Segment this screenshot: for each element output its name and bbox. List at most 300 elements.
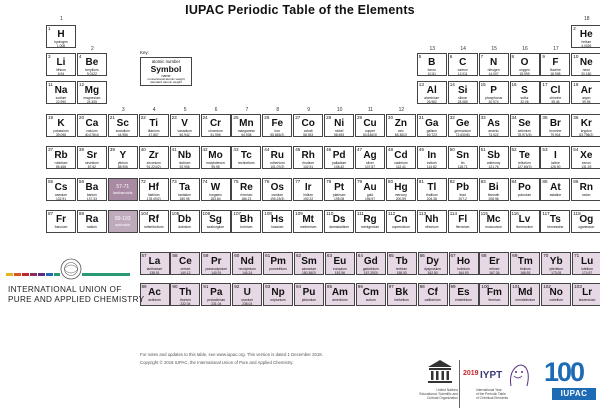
element-atomic-weight: 121.76	[488, 165, 499, 169]
element-rn	[571, 178, 600, 201]
iypt-label: IYPT	[480, 370, 503, 381]
element-atomic-number: 32	[449, 115, 455, 120]
iupac-badge: IUPAC	[552, 388, 596, 400]
element-p	[479, 81, 509, 104]
element-name: berkelium	[394, 298, 409, 302]
element-atomic-number: 96	[357, 284, 363, 289]
element-symbol: P	[490, 85, 497, 96]
element-atomic-weight: 69.723	[426, 133, 437, 137]
element-sr	[77, 146, 107, 169]
element-na	[46, 81, 76, 104]
element-name: rubidium	[54, 161, 68, 165]
element-symbol: Cl	[550, 85, 561, 96]
element-symbol: Ru	[270, 150, 284, 161]
notes-line-2: Copyright © 2018 IUPAC, the International Union of Pure and Applied Chemistry.	[140, 360, 294, 365]
element-atomic-number: 106	[202, 211, 211, 216]
element-name: francium	[54, 225, 68, 229]
element-atomic-weight: 6.94	[57, 72, 65, 76]
element-name: radium	[86, 225, 97, 229]
element-sn	[448, 146, 478, 169]
element-name: protactinium	[207, 298, 226, 302]
element-atomic-weight: 12.011	[457, 72, 468, 76]
element-atomic-number: 70	[543, 253, 549, 258]
element-symbol: Pm	[270, 256, 286, 267]
element-atomic-weight: 87.62	[87, 165, 97, 169]
element-pm	[263, 252, 293, 275]
element-atomic-weight: 118.71	[457, 165, 468, 169]
element-atomic-number: 41	[171, 147, 177, 152]
element-atomic-number: 21	[109, 115, 115, 120]
element-atomic-number: 83	[480, 179, 486, 184]
element-atomic-number: 16	[511, 82, 517, 87]
element-atomic-number: 39	[109, 147, 115, 152]
element-atomic-number: 18	[573, 82, 579, 87]
element-name: zirconium	[146, 161, 161, 165]
element-xe	[571, 146, 600, 169]
group-number: 15	[491, 46, 497, 52]
element-atomic-number: 98	[419, 284, 425, 289]
element-atomic-number: 75	[233, 179, 239, 184]
element-atomic-weight: 106.42	[334, 165, 345, 169]
logo-divider	[459, 360, 460, 408]
element-symbol: K	[57, 118, 65, 129]
element-name: polonium	[517, 193, 532, 197]
element-cs	[46, 178, 76, 201]
element-ca	[77, 114, 107, 137]
element-fe	[262, 114, 292, 137]
element-atomic-weight: 178.49(2)	[146, 197, 161, 201]
element-name: indium	[426, 161, 437, 165]
element-atomic-weight: 157.25(3)	[363, 271, 378, 275]
element-atomic-number: 63	[326, 253, 333, 258]
placeholder-range: 89-103	[115, 216, 131, 222]
element-name: dubnium	[178, 225, 191, 229]
element-symbol: Sr	[86, 150, 98, 161]
element-atomic-number: 43	[233, 147, 239, 152]
element-name: bohrium	[240, 225, 253, 229]
element-mt	[293, 210, 323, 233]
element-atomic-number: 115	[480, 211, 488, 216]
element-atomic-number: 74	[202, 179, 208, 184]
element-symbol: He	[579, 29, 593, 40]
iupac-emblem-icon	[61, 259, 81, 279]
element-name: phosphorus	[484, 96, 503, 100]
element-md	[510, 283, 540, 306]
element-symbol: Ta	[179, 182, 191, 193]
element-symbol: Mc	[486, 214, 501, 225]
element-atomic-weight: 208.98	[488, 197, 499, 201]
element-atomic-number: 48	[387, 147, 394, 152]
element-name: americium	[332, 298, 348, 302]
element-atomic-number: 22	[140, 115, 146, 120]
element-name: nihonium	[425, 225, 439, 229]
element-atomic-number: 86	[573, 179, 579, 184]
element-gd	[356, 252, 386, 275]
element-am	[325, 283, 355, 306]
element-in	[417, 146, 447, 169]
element-atomic-weight: 173.05	[551, 271, 562, 275]
element-atomic-weight: 51.996	[210, 133, 221, 137]
element-atomic-weight: 55.845(2)	[270, 133, 285, 137]
element-atomic-weight: 167.26	[489, 271, 500, 275]
element-atomic-weight: 101.07(2)	[270, 165, 285, 169]
element-symbol: Fm	[486, 287, 502, 298]
iypt-portrait-icon	[505, 360, 531, 388]
element-fr	[46, 210, 76, 233]
element-symbol: Hg	[394, 182, 408, 193]
element-symbol: At	[550, 182, 561, 193]
element-atomic-number: 102	[543, 284, 551, 289]
element-symbol: Pb	[456, 182, 470, 193]
element-symbol: Pa	[210, 287, 223, 298]
element-atomic-number: 57	[141, 253, 147, 258]
element-pt	[324, 178, 354, 201]
group-number: 17	[553, 46, 559, 52]
element-symbol: B	[428, 57, 436, 68]
element-ho	[449, 252, 479, 275]
element-symbol: Tc	[240, 150, 252, 161]
element-tb	[387, 252, 417, 275]
element-symbol: Md	[518, 287, 533, 298]
element-name: samarium	[301, 267, 317, 271]
group-number: 6	[214, 107, 218, 113]
element-symbol: Ir	[304, 182, 312, 193]
element-name: astatine	[549, 193, 562, 197]
element-atomic-weight: 195.08	[334, 197, 345, 201]
element-atomic-number: 80	[387, 179, 394, 184]
element-i	[540, 146, 570, 169]
element-name: potassium	[53, 129, 69, 133]
element-symbol: No	[549, 287, 563, 298]
element-atomic-weight: 83.798(2)	[579, 133, 594, 137]
element-lu	[572, 252, 600, 275]
element-eu	[325, 252, 355, 275]
element-name: zinc	[397, 129, 404, 133]
element-name: niobium	[178, 161, 191, 165]
element-atomic-weight: 58.693	[334, 133, 345, 137]
element-fm	[479, 283, 509, 306]
element-name: actinium	[148, 298, 161, 302]
element-symbol: Yb	[549, 256, 563, 267]
element-symbol: Os	[270, 182, 284, 193]
element-symbol: Bi	[488, 182, 499, 193]
element-atomic-weight: 26.982	[426, 100, 437, 104]
element-atomic-weight: 39.098	[55, 133, 67, 137]
element-name: promethium	[269, 267, 287, 271]
element-atomic-weight: 138.91	[149, 271, 160, 275]
element-atomic-number: 89	[141, 284, 147, 289]
element-te	[510, 146, 540, 169]
element-atomic-number: 37	[48, 147, 54, 152]
element-symbol: Cm	[362, 287, 379, 298]
element-name: barium	[86, 193, 97, 197]
element-symbol: Nb	[177, 150, 192, 161]
element-atomic-weight: 18.998	[550, 72, 561, 76]
element-atomic-number: 94	[296, 284, 302, 289]
element-symbol: O	[520, 57, 529, 68]
element-atomic-number: 53	[542, 147, 548, 152]
element-y	[108, 146, 138, 169]
element-hg	[386, 178, 416, 201]
element-ce	[170, 252, 200, 275]
element-atomic-number: 84	[511, 179, 517, 184]
element-po	[510, 178, 540, 201]
element-symbol: In	[427, 150, 437, 161]
element-atomic-number: 103	[574, 284, 582, 289]
element-name: aluminium	[424, 96, 440, 100]
element-symbol: Co	[301, 118, 315, 129]
element-name: flerovium	[456, 225, 470, 229]
group-number: 14	[460, 46, 466, 52]
element-name: mercury	[394, 193, 407, 197]
element-ni	[324, 114, 354, 137]
element-atomic-number: 14	[449, 82, 455, 87]
element-name: cadmium	[394, 161, 408, 165]
element-atomic-weight: 58.933	[303, 133, 314, 137]
element-atomic-number: 64	[357, 253, 363, 258]
element-name: nickel	[334, 129, 344, 133]
element-atomic-number: 91	[203, 284, 209, 289]
element-atomic-number: 47	[357, 147, 363, 152]
element-atomic-number: 99	[450, 284, 456, 289]
element-symbol: Cr	[209, 118, 222, 129]
element-name: copernicium	[392, 225, 410, 229]
element-cm	[356, 283, 386, 306]
element-symbol: W	[210, 182, 221, 193]
element-atomic-number: 97	[388, 284, 394, 289]
element-symbol: Br	[549, 118, 561, 129]
element-symbol: Ba	[85, 182, 99, 193]
element-atomic-number: 15	[480, 82, 486, 87]
element-zr	[139, 146, 169, 169]
element-symbol: Lu	[580, 256, 594, 267]
element-atomic-number: 101	[512, 284, 520, 289]
element-bk	[387, 283, 417, 306]
group-number: 16	[522, 46, 528, 52]
element-symbol: Ra	[85, 214, 99, 225]
page-title: IUPAC Periodic Table of the Elements	[185, 3, 415, 17]
element-f	[540, 53, 570, 76]
element-atomic-number: 46	[326, 147, 332, 152]
element-atomic-number: 44	[264, 147, 270, 152]
element-atomic-number: 93	[265, 284, 271, 289]
element-atomic-weight: 174.97	[582, 271, 593, 275]
element-name: californium	[424, 298, 441, 302]
element-symbol: Ge	[456, 118, 470, 129]
element-atomic-weight: 50.942	[179, 133, 190, 137]
element-as	[479, 114, 509, 137]
element-symbol: Fr	[56, 214, 66, 225]
element-er	[479, 252, 509, 275]
element-k	[46, 114, 76, 137]
element-atomic-weight: 127.60(3)	[517, 165, 532, 169]
element-atomic-number: 1	[48, 26, 51, 31]
element-lv	[510, 210, 540, 233]
element-atomic-weight: 28.085	[457, 100, 468, 104]
element-name: krypton	[580, 129, 592, 133]
element-name: neodymium	[238, 267, 256, 271]
element-og	[571, 210, 600, 233]
element-co	[293, 114, 323, 137]
element-name: silicon	[458, 96, 468, 100]
element-symbol: V	[181, 118, 188, 129]
element-name: hassium	[271, 225, 284, 229]
element-symbol: Tb	[395, 256, 408, 267]
element-atomic-number: 107	[233, 211, 242, 216]
element-rf	[139, 210, 169, 233]
element-symbol: Cu	[363, 118, 377, 129]
element-pb	[448, 178, 478, 201]
element-name: cobalt	[303, 129, 313, 133]
element-name: cerium	[180, 267, 191, 271]
element-la	[140, 252, 170, 275]
element-atomic-number: 52	[511, 147, 517, 152]
element-symbol: Cn	[394, 214, 408, 225]
element-atomic-number: 109	[295, 211, 303, 216]
element-atomic-number: 10	[573, 54, 579, 59]
element-sm	[294, 252, 324, 275]
element-symbol: Gd	[363, 256, 378, 267]
element-rh	[293, 146, 323, 169]
element-atomic-number: 7	[480, 54, 484, 59]
element-name: boron	[427, 68, 437, 72]
unesco-text: United Nations Educational, Scientific and Cultural Organization	[419, 388, 458, 400]
element-ga	[417, 114, 447, 137]
element-name: arsenic	[488, 129, 499, 133]
element-pr	[201, 252, 231, 275]
element-atomic-weight: 44.956	[117, 133, 128, 137]
element-atomic-number: 45	[295, 147, 301, 152]
element-atomic-weight: 74.922	[488, 133, 499, 137]
actinoids-placeholder	[108, 210, 138, 233]
element-atomic-number: 5	[418, 54, 422, 59]
element-ru	[262, 146, 292, 169]
element-atomic-number: 76	[264, 179, 270, 184]
element-nd	[232, 252, 262, 275]
unesco-temple-icon	[426, 358, 454, 386]
element-bi	[479, 178, 509, 201]
element-atomic-number: 56	[78, 179, 85, 184]
element-atomic-number: 72	[140, 179, 146, 184]
key-weight: conventional atomic weight standard atomic weight	[147, 76, 185, 85]
group-number: 2	[91, 46, 94, 52]
element-atomic-number: 24	[202, 115, 208, 120]
element-symbol: Nh	[425, 214, 439, 225]
element-os	[262, 178, 292, 201]
element-symbol: Mg	[84, 85, 100, 96]
element-atomic-number: 31	[418, 115, 424, 120]
element-atomic-weight: 132.91	[55, 197, 67, 201]
element-symbol: Na	[54, 85, 68, 96]
element-atomic-weight: 79.904	[550, 133, 561, 137]
element-name: ruthenium	[269, 161, 285, 165]
element-atomic-number: 61	[265, 253, 271, 258]
element-symbol: Db	[177, 214, 192, 225]
element-th	[170, 283, 200, 306]
element-name: lutetium	[581, 267, 593, 271]
element-symbol: Mt	[302, 214, 315, 225]
element-symbol: Cd	[394, 150, 408, 161]
element-name: carbon	[457, 68, 468, 72]
element-atomic-number: 3	[48, 54, 51, 59]
element-tl	[417, 178, 447, 201]
centenary-badge: 100	[544, 357, 584, 387]
element-atomic-number: 82	[449, 179, 455, 184]
key-label: Key:	[140, 50, 150, 55]
element-atomic-weight: 114.82	[426, 165, 437, 169]
element-symbol: Lr	[582, 287, 593, 298]
element-name: titanium	[147, 129, 160, 133]
element-atomic-number: 35	[542, 115, 548, 120]
element-symbol: Ni	[334, 118, 345, 129]
element-cu	[355, 114, 385, 137]
element-symbol: Re	[239, 182, 253, 193]
element-atomic-number: 8	[511, 54, 515, 59]
element-se	[510, 114, 540, 137]
element-atomic-weight: 200.59	[395, 197, 406, 201]
element-yb	[541, 252, 571, 275]
element-atomic-number: 26	[264, 115, 270, 120]
element-atomic-number: 90	[172, 284, 178, 289]
element-symbol: Th	[179, 287, 192, 298]
element-symbol: Tm	[517, 256, 533, 267]
element-sc	[108, 114, 138, 137]
element-atomic-weight: 78.971(8)	[517, 133, 532, 137]
notes-line-1: For notes and updates to this table, see www.iupac.org. This version is dated 1 December 2018.	[140, 352, 323, 357]
element-name: technetium	[238, 161, 255, 165]
element-atomic-number: 87	[48, 211, 54, 216]
element-atomic-weight: 151.96	[334, 271, 345, 275]
element-atomic-number: 110	[326, 211, 334, 216]
element-at	[540, 178, 570, 201]
element-name: caesium	[54, 193, 68, 197]
element-atomic-weight: 150.36(2)	[301, 271, 317, 275]
element-si	[448, 81, 478, 104]
element-atomic-weight: 207.2	[458, 197, 467, 201]
element-atomic-weight: 1.008	[56, 44, 66, 48]
element-b	[417, 53, 447, 76]
element-name: ytterbium	[549, 267, 563, 271]
element-symbol: S	[521, 85, 528, 96]
element-symbol: Bh	[239, 214, 254, 225]
element-name: neptunium	[270, 298, 286, 302]
element-atomic-number: 88	[78, 211, 85, 216]
element-name: xenon	[581, 161, 591, 165]
element-mc	[479, 210, 509, 233]
element-symbol: Pu	[302, 287, 316, 298]
element-atomic-weight: 107.87	[364, 165, 376, 169]
element-name: moscovium	[485, 225, 502, 229]
element-ir	[293, 178, 323, 201]
element-name: gold	[366, 193, 374, 197]
element-s	[510, 81, 540, 104]
element-atomic-weight: 238.03	[242, 302, 253, 306]
element-name: thorium	[179, 298, 191, 302]
element-atomic-number: 55	[48, 179, 54, 184]
element-sg	[201, 210, 231, 233]
element-symbol: Tl	[427, 182, 437, 193]
element-nh	[417, 210, 447, 233]
element-atomic-weight: 15.999	[519, 72, 530, 76]
element-atomic-number: 81	[418, 179, 424, 184]
element-atomic-number: 9	[542, 54, 545, 59]
element-sb	[479, 146, 509, 169]
element-atomic-number: 20	[78, 115, 85, 120]
element-atomic-weight: 137.33	[86, 197, 97, 201]
element-atomic-number: 6	[449, 54, 453, 59]
element-atomic-number: 104	[140, 211, 149, 216]
element-atomic-number: 29	[357, 115, 363, 120]
